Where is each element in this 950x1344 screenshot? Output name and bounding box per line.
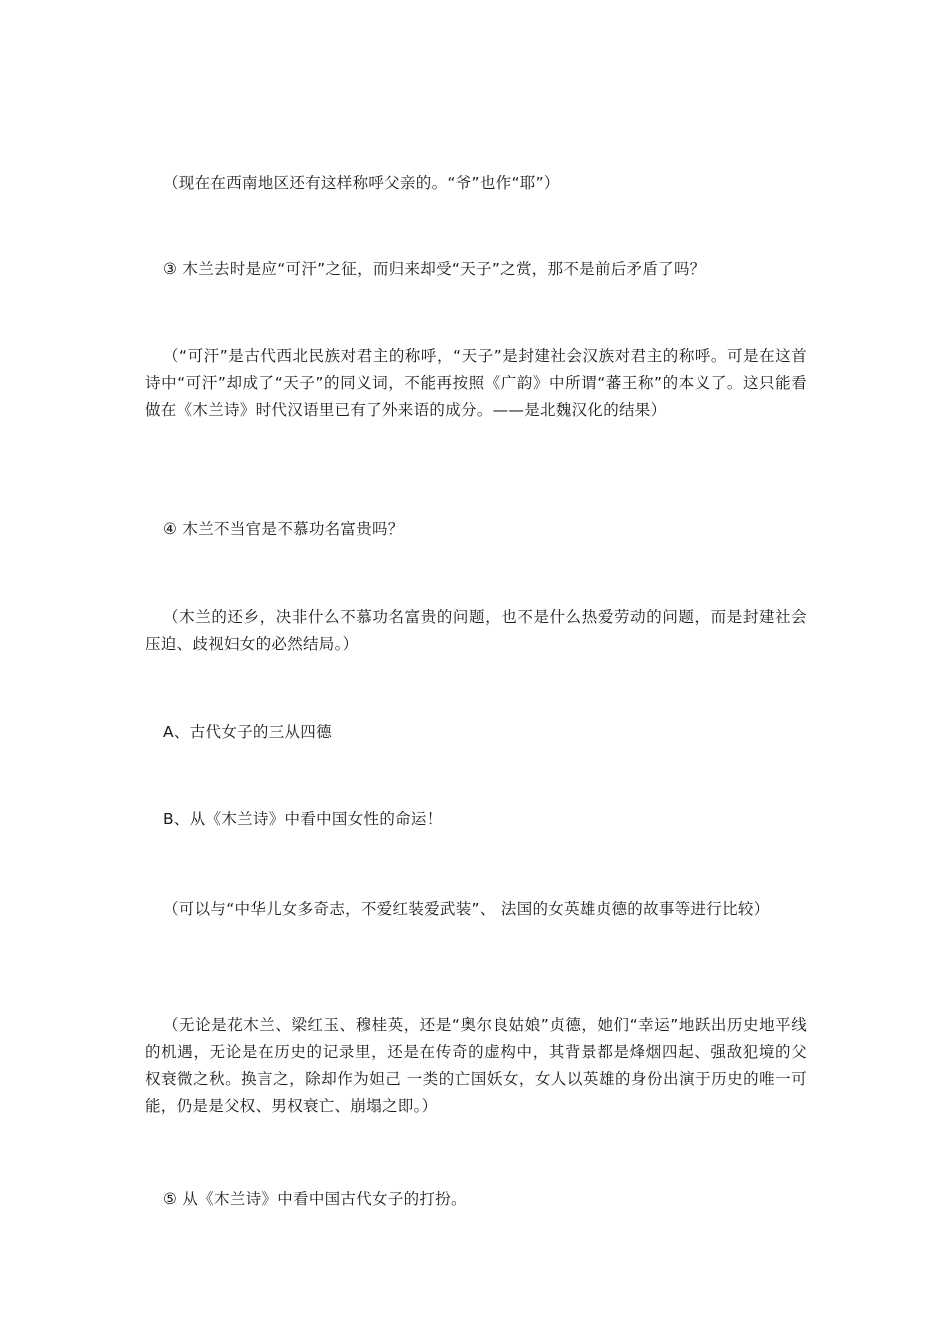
question-5: ⑤ 从《木兰诗》中看中国古代女子的打扮。 [163,1190,467,1208]
topic-a: A、古代女子的三从四德 [163,723,332,741]
note-comparison: （可以与“中华儿女多奇志，不爱红装爱武装”、 法国的女英雄贞德的故事等进行比较） [163,900,770,918]
topic-b: B、从《木兰诗》中看中国女性的命运！ [163,810,443,828]
answer-3: （“可汗”是古代西北民族对君主的称呼，“天子”是封建社会汉族对君主的称呼。可是在这首诗中“可汗”却成了“天子”的同义词，不能再按照《广韵》中所谓“蕃王称”的本义了。这只能看做在《木兰诗》时代汉语里已有了外来语的成分。——是北魏汉化的结果） [145,347,807,419]
question-3: ③ 木兰去时是应“可汗”之征，而归来却受“天子”之赏，那不是前后矛盾了吗？ [163,260,706,278]
question-4: ④ 木兰不当官是不慕功名富贵吗？ [163,520,404,538]
note-heroines: （无论是花木兰、梁红玉、穆桂英，还是“奥尔良姑娘”贞德，她们“幸运”地跃出历史地平线的机遇，无论是在历史的记录里，还是在传奇的虚构中，其背景都是烽烟四起、强敌犯境的父权衰微之秋。换言之，除却作为妲己 一类的亡国妖女，女人以英雄的身份出演于历史的唯一可能，仍是是父权、男权衰亡、崩塌之即。） [145,1016,807,1115]
answer-4: （木兰的还乡，决非什么不慕功名富贵的问题，也不是什么热爱劳动的问题，而是封建社会压迫、歧视妇女的必然结局。） [145,608,807,653]
paragraph-note-ye: （现在在西南地区还有这样称呼父亲的。“爷”也作“耶”） [163,174,560,192]
